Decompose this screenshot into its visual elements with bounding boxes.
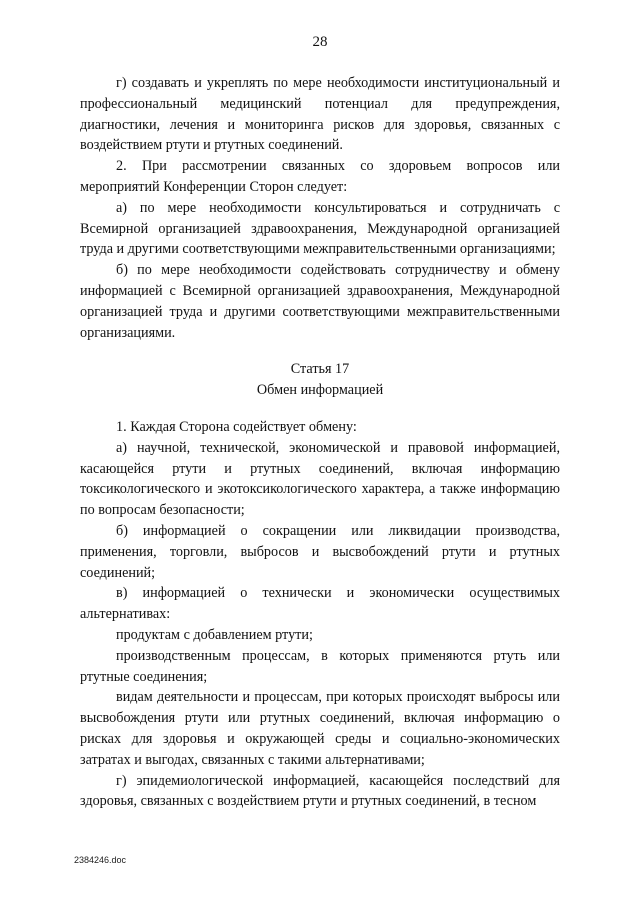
page-number: 28 [312,34,328,50]
paragraph-top-2: 2. При рассмотрении связанных со здоровьем вопросов или мероприятий Конференции Сторон следует: [80,158,560,195]
paragraph-top-3: а) по мере необходимости консультироваться и сотрудничать с Всемирной организацией здравоохранения, Международной организацией труда и другими соответствующими межправительственными организациями; [80,199,560,258]
article-title: Обмен информацией [256,382,384,399]
paragraph-article-4: в) информацией о технически и экономически осуществимых альтернативах: [80,585,560,623]
paragraph-article-6: производственным процессам, в которых применяются ртуть или ртутные соединения; [80,647,560,685]
paragraph-top-1: г) создавать и укреплять по мере необходимости институциональный и профессиональный медицинский потенциал для предупреждения, диагностики, лечения и мониторинга рисков для здоровья, связанных с воздействием ртути и ртутных соединений. [80,75,560,154]
paragraph-top-4: б) по мере необходимости содействовать сотрудничеству и обмену информацией с Всемирной организацией здравоохранения, Международной организацией труда и другими соответствующими межправительственными организациями. [80,262,560,341]
paragraph-article-3: б) информацией о сокращении или ликвидации производства, применения, торговли, выбросов и высвобождений ртути и ртутных соединений; [80,522,560,581]
document-body [80,73,560,812]
paragraph-article-2: а) научной, технической, экономической и правовой информацией, касающейся ртути и ртутных соединений, включая информацию токсикологического и экотоксикологического характера, а также информацию по вопросам безопасности; [80,439,560,519]
paragraph-article-5: продуктам с добавлением ртути; [116,626,313,643]
paragraph-article-8: г) эпидемиологической информацией, касающейся последствий для здоровья, связанных с воздействием ртути и ртутных соединений, в тесном [80,772,560,810]
article-number: Статья 17 [290,361,350,378]
footer-doc-name: 2384246.doc [74,855,127,865]
paragraph-article-7: видам деятельности и процессам, при которых происходят выбросы или высвобождения ртути или ртутных соединений, включая информацию о рисках для здоровья и окружающей среды и социально-экономических затратах и выгодах, связанных с такими альтернативами; [80,689,560,768]
paragraph-article-1: 1. Каждая Сторона содействует обмену: [116,418,357,435]
